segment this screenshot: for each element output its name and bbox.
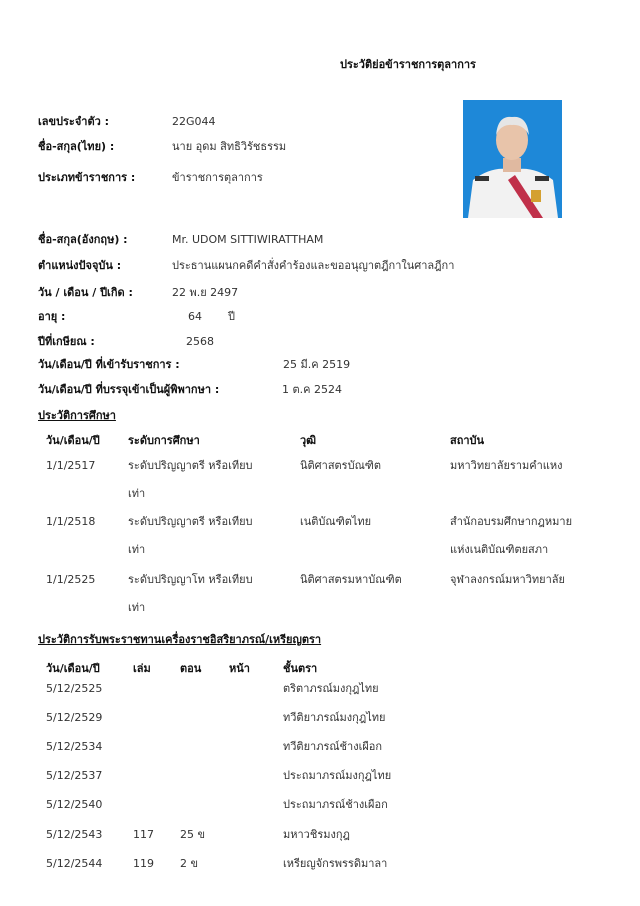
- dec-date: 5/12/2537: [46, 769, 103, 782]
- dec-class: ประถมาภรณ์ช้างเผือก: [283, 798, 388, 811]
- edu-degree: นิติศาสตรมหาบัณฑิต: [300, 573, 402, 586]
- profile-photo: [463, 100, 562, 218]
- edu-institution-cont: แห่งเนติบัณฑิตยสภา: [450, 543, 549, 556]
- dec-class: ทวีติยาภรณ์มงกุฎไทย: [283, 711, 386, 724]
- field-label: วัน/เดือน/ปี ที่บรรจุเข้าเป็นผู้พิพากษา :: [38, 383, 220, 396]
- dec-date: 5/12/2534: [46, 740, 103, 753]
- edu-date: 1/1/2517: [46, 459, 96, 472]
- dec-class: ตริตาภรณ์มงกุฎไทย: [283, 682, 379, 695]
- edu-date: 1/1/2525: [46, 573, 96, 586]
- field-value: ข้าราชการตุลาการ: [172, 171, 263, 184]
- page-title: ประวัติย่อข้าราชการตุลาการ: [340, 58, 476, 71]
- field-value: ประธานแผนกคดีคำสั่งคำร้องและขออนุญาตฎีกาในศาลฎีกา: [172, 259, 455, 272]
- dec-col-page: หน้า: [229, 662, 250, 675]
- edu-level-cont: เท่า: [128, 543, 146, 556]
- edu-level-cont: เท่า: [128, 487, 146, 500]
- field-value: 25 มี.ค 2519: [283, 358, 351, 371]
- edu-institution: มหาวิทยาลัยรามคำแหง: [450, 459, 563, 472]
- edu-col-level: ระดับการศึกษา: [128, 434, 200, 447]
- dec-col-part: ตอน: [180, 662, 202, 675]
- dec-class: มหาวชิรมงกุฎ: [283, 828, 350, 841]
- edu-degree: นิติศาสตรบัณฑิต: [300, 459, 382, 472]
- dec-part: 2 ข: [180, 857, 199, 870]
- education-heading: ประวัติการศึกษา: [38, 409, 116, 422]
- edu-col-degree: วุฒิ: [300, 434, 317, 447]
- field-label: ปีที่เกษียณ :: [38, 335, 95, 348]
- edu-level-cont: เท่า: [128, 601, 146, 614]
- dec-date: 5/12/2525: [46, 682, 103, 695]
- field-label: วัน/เดือน/ปี ที่เข้ารับราชการ :: [38, 358, 180, 371]
- dec-part: 25 ข: [180, 828, 206, 841]
- field-value: นาย อุดม สิทธิวิรัชธรรม: [172, 140, 287, 153]
- dec-date: 5/12/2540: [46, 798, 103, 811]
- field-label: เลขประจำตัว :: [38, 115, 109, 128]
- field-value: 1 ต.ค 2524: [282, 383, 342, 396]
- field-label: ชื่อ-สกุล(อังกฤษ) :: [38, 233, 128, 246]
- field-value: 22G044: [172, 115, 216, 128]
- dec-class: เหรียญจักรพรรดิมาลา: [283, 857, 388, 870]
- dec-col-date: วัน/เดือน/ปี: [46, 662, 100, 675]
- edu-institution: จุฬาลงกรณ์มหาวิทยาลัย: [450, 573, 565, 586]
- field-label: อายุ :: [38, 310, 66, 323]
- dec-col-class: ชั้นตรา: [283, 662, 318, 675]
- dec-class: ทวีติยาภรณ์ช้างเผือก: [283, 740, 383, 753]
- field-label: วัน / เดือน / ปีเกิด :: [38, 286, 133, 299]
- decorations-heading: ประวัติการรับพระราชทานเครื่องราชอิสริยาภรณ์/เหรียญตรา: [38, 633, 322, 646]
- dec-date: 5/12/2543: [46, 828, 103, 841]
- edu-col-institution: สถาบัน: [450, 434, 485, 447]
- edu-date: 1/1/2518: [46, 515, 96, 528]
- dec-volume: 117: [133, 828, 154, 841]
- field-value: 64: [188, 310, 202, 323]
- dec-date: 5/12/2544: [46, 857, 103, 870]
- edu-level: ระดับปริญญาตรี หรือเทียบ: [128, 459, 253, 472]
- dec-class: ประถมาภรณ์มงกุฎไทย: [283, 769, 392, 782]
- edu-level: ระดับปริญญาตรี หรือเทียบ: [128, 515, 253, 528]
- edu-degree: เนติบัณฑิตไทย: [300, 515, 372, 528]
- edu-level: ระดับปริญญาโท หรือเทียบ: [128, 573, 253, 586]
- field-value: 22 พ.ย 2497: [172, 286, 239, 299]
- edu-col-date: วัน/เดือน/ปี: [46, 434, 100, 447]
- edu-institution: สำนักอบรมศึกษากฎหมาย: [450, 515, 573, 528]
- field-label: ประเภทข้าราชการ :: [38, 171, 136, 184]
- dec-volume: 119: [133, 857, 154, 870]
- field-label: ชื่อ-สกุล(ไทย) :: [38, 140, 115, 153]
- field-value: 2568: [186, 335, 214, 348]
- field-label: ตำแหน่งปัจจุบัน :: [38, 259, 122, 272]
- field-unit: ปี: [228, 310, 235, 323]
- dec-col-volume: เล่ม: [133, 662, 151, 675]
- field-value: Mr. UDOM SITTIWIRATTHAM: [172, 233, 324, 246]
- dec-date: 5/12/2529: [46, 711, 103, 724]
